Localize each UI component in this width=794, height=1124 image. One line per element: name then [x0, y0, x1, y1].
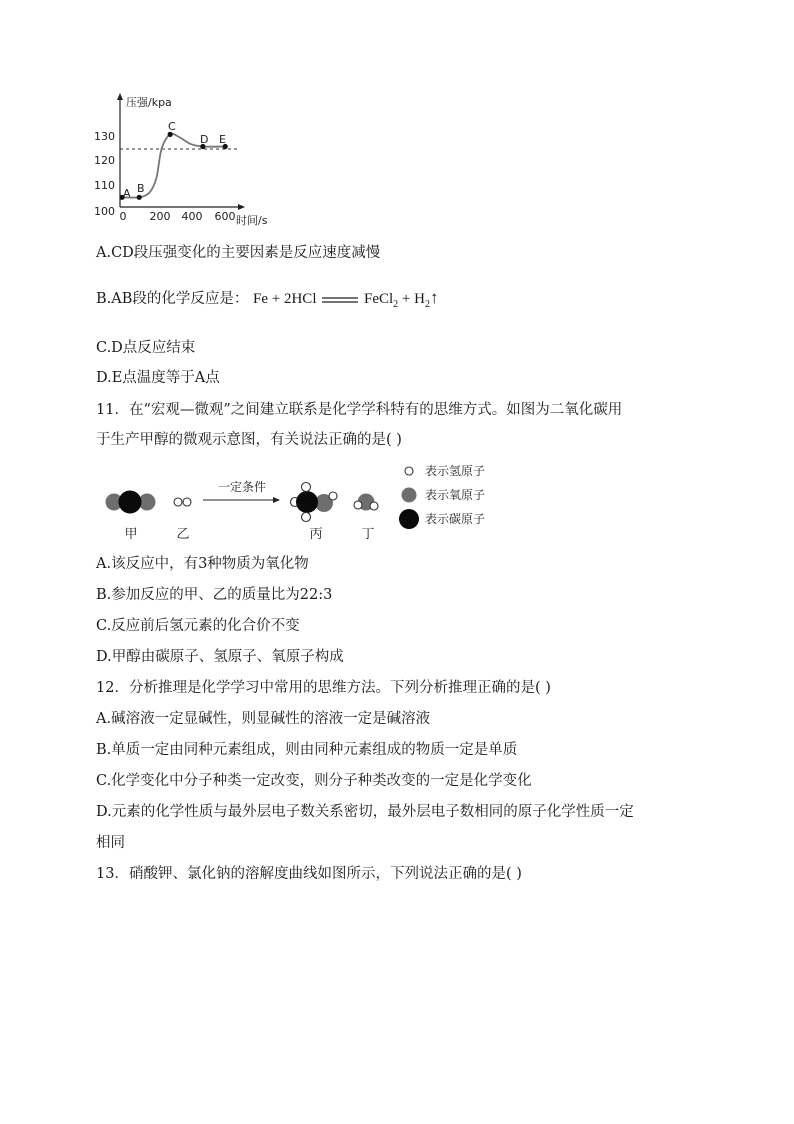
q10-option-b-prefix: B.AB段的化学反应是： [96, 291, 249, 307]
pressure-chart [0, 0, 794, 240]
label-yi: 乙 [176, 527, 190, 542]
point-label-e: E [219, 133, 226, 146]
legend-carbon: 表示碳原子 [425, 512, 486, 526]
molecule-co2 [106, 491, 156, 514]
legend-oxygen: 表示氧原子 [425, 488, 486, 502]
label-jia: 甲 [124, 527, 138, 542]
point-label-d: D [200, 133, 209, 146]
y-tick-100: 100 [94, 205, 115, 218]
x-tick-0: 0 [119, 210, 127, 223]
q13-stem: 13．硝酸钾、氯化钠的溶解度曲线如图所示，下列说法正确的是( ) [96, 866, 522, 882]
y-tick-110: 110 [94, 179, 115, 192]
legend [399, 464, 485, 529]
reaction-condition: 一定条件 [217, 480, 267, 494]
curve-points [119, 132, 227, 200]
q11-option-b: B.参加反应的甲、乙的质量比为22:3 [96, 587, 333, 603]
q12-option-b: B.单质一定由同种元素组成，则由同种元素组成的物质一定是单质 [96, 742, 518, 758]
y-tick-130: 130 [94, 130, 115, 143]
q12-stem: 12．分析推理是化学学习中常用的思维方法。下列分析推理正确的是( ) [96, 680, 551, 696]
molecule-h2o [354, 494, 378, 511]
hydrogen-legend-icon [405, 467, 413, 475]
q12-option-d-line2: 相同 [96, 835, 125, 851]
x-tick-400: 400 [181, 210, 203, 223]
carbon-legend-icon [399, 509, 419, 529]
molecule-h2 [174, 498, 191, 506]
legend-hydrogen: 表示氢原子 [425, 464, 486, 478]
equals-sign [320, 295, 360, 305]
reaction-diagram [0, 455, 794, 545]
x-tick-600: 600 [214, 210, 236, 223]
y-axis-arrow [117, 93, 123, 100]
point-label-a: A [123, 187, 131, 200]
point-label-c: C [168, 120, 176, 133]
label-ding: 丁 [361, 527, 375, 542]
x-tick-200: 200 [149, 210, 171, 223]
gas-arrow: ↑ [429, 288, 439, 307]
x-axis-label: 时间/s [236, 214, 268, 227]
q10-option-c: C.D点反应结束 [96, 340, 196, 356]
q12-option-d-line1: D.元素的化学性质与最外层电子数关系密切，最外层电子数相同的原子化学性质一定 [96, 804, 634, 820]
q11-option-d: D.甲醇由碳原子、氢原子、氧原子构成 [96, 649, 344, 665]
x-axis-arrow [238, 204, 245, 210]
label-bing: 丙 [309, 527, 323, 542]
q12-option-c: C.化学变化中分子种类一定改变，则分子种类改变的一定是化学变化 [96, 773, 532, 789]
q11-stem-line1: 11．在“宏观—微观”之间建立联系是化学学科特有的思维方式。如图为二氧化碳用 [96, 402, 623, 418]
q10-option-d: D.E点温度等于A点 [96, 370, 220, 386]
q10-option-b [96, 287, 438, 310]
q10-equation: Fe + 2HCl FeCl$_2$ + $H_2↑$ [253, 288, 439, 310]
molecule-ch3oh [291, 483, 338, 522]
point-b [137, 195, 142, 200]
q11-option-a: A.该反应中，有3种物质为氧化物 [96, 556, 309, 572]
q10-option-a: A.CD段压强变化的主要因素是反应速度减慢 [96, 245, 381, 261]
q11-stem-line2: 于生产甲醇的微观示意图，有关说法正确的是( ) [96, 432, 402, 448]
q12-option-a: A.碱溶液一定显碱性，则显碱性的溶液一定是碱溶液 [96, 711, 431, 727]
y-tick-120: 120 [94, 154, 115, 167]
y-axis-label: 压强/kpa [126, 96, 172, 109]
q11-option-c: C.反应前后氢元素的化合价不变 [96, 618, 300, 634]
point-label-b: B [137, 182, 145, 195]
oxygen-legend-icon [402, 488, 417, 503]
